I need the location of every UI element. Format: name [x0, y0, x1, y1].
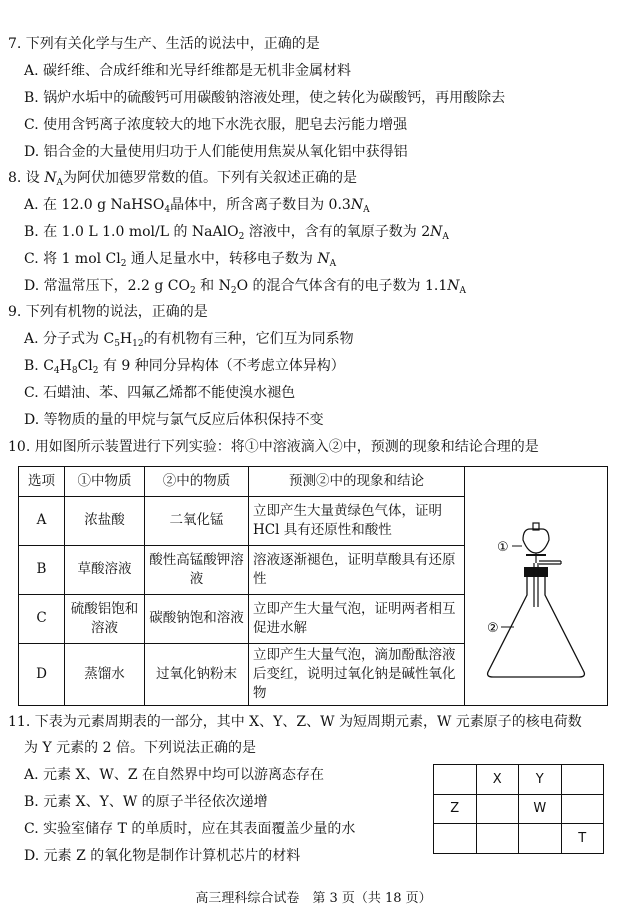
q9-option-b: B. $C_4H_8Cl_2$ 有 9 种同分异构体（不考虑立体异构） — [24, 358, 345, 376]
q8-option-a: A. 在 12.0 g NaHSO$_4$晶体中，所含离子数目为 $0.3N_A$ — [24, 197, 370, 215]
q9-option-d: D. 等物质的量的甲烷与氯气反应后体积保持不变 — [24, 412, 324, 428]
q11-stem-line-2: 为 Y 元素的 2 倍。下列说法正确的是 — [24, 740, 256, 756]
flask-diagram — [466, 467, 607, 699]
periodic-row — [434, 794, 604, 824]
periodic-cell-x: X — [476, 765, 519, 795]
row-option: D — [19, 643, 65, 705]
experiment-table — [18, 466, 608, 706]
q9-stem: 9. 下列有机物的说法，正确的是 — [8, 304, 208, 320]
periodic-cell-w: W — [519, 794, 562, 824]
row-prediction: 立即产生大量气泡，证明两者相互促进水解 — [249, 594, 465, 643]
label-2: ② — [486, 621, 499, 636]
periodic-row — [434, 765, 604, 795]
row-substance-1: 硫酸铝饱和溶液 — [65, 594, 145, 643]
row-substance-1: 草酸溶液 — [65, 545, 145, 594]
funnel-bulb — [523, 529, 549, 553]
row-substance-2: 二氧化锰 — [145, 496, 249, 545]
periodic-cell-t: T — [561, 824, 604, 854]
periodic-cell — [476, 824, 519, 854]
periodic-cell — [434, 824, 477, 854]
page-footer: 高三理科综合试卷 第 3 页（共 18 页） — [195, 891, 432, 906]
q11-stem-line-1: 11. 下表为元素周期表的一部分，其中 X、Y、Z、W 为短周期元素，W 元素原子的核电荷数 — [8, 714, 582, 730]
apparatus-figure — [465, 467, 608, 706]
q7-option-c: C. 使用含钙离子浓度较大的地下水洗衣服，肥皂去污能力增强 — [24, 117, 408, 133]
q8-stem: 8. 设 $N_A$为阿伏加德罗常数的值。下列有关叙述正确的是 — [8, 170, 358, 188]
q7-stem: 7. 下列有关化学与生产、生活的说法中，正确的是 — [8, 36, 320, 52]
row-substance-2: 碳酸钠饱和溶液 — [145, 594, 249, 643]
table-header-row — [19, 467, 608, 497]
q11-option-b: B. 元素 X、Y、W 的原子半径依次递增 — [24, 794, 268, 810]
row-substance-2: 酸性高锰酸钾溶液 — [145, 545, 249, 594]
header-substance-2: ②中的物质 — [145, 467, 249, 497]
header-option: 选项 — [19, 467, 65, 497]
periodic-cell — [476, 794, 519, 824]
label-1: ① — [496, 540, 509, 555]
q8-option-b: B. 在 1.0 L 1.0 mol/L 的 NaAlO$_2$ 溶液中，含有的氧原子数为 $2N_A$ — [24, 224, 449, 242]
periodic-table-fragment — [433, 764, 604, 854]
row-substance-1: 蒸馏水 — [65, 643, 145, 705]
row-option: A — [19, 496, 65, 545]
q8-option-d: D. 常温常压下，2.2 g $CO_2$ 和 $N_2O$ 的混合气体含有的电子数为 $1.1N_A$ — [24, 278, 466, 296]
row-prediction: 溶液逐渐褪色，证明草酸具有还原性 — [249, 545, 465, 594]
q11-option-c: C. 实验室储存 T 的单质时，应在其表面覆盖少量的水 — [24, 821, 356, 837]
q11-option-d: D. 元素 Z 的氧化物是制作计算机芯片的材料 — [24, 848, 301, 864]
q9-option-c: C. 石蜡油、苯、四氟乙烯都不能使溴水褪色 — [24, 385, 296, 401]
q8-option-c: C. 将 1 mol $Cl_2$ 通人足量水中，转移电子数为 $N_A$ — [24, 251, 337, 269]
row-option: B — [19, 545, 65, 594]
q10-stem: 10. 用如图所示装置进行下列实验：将①中溶液滴入②中，预测的现象和结论合理的是 — [8, 439, 539, 455]
periodic-cell — [561, 794, 604, 824]
periodic-cell-z: Z — [434, 794, 477, 824]
row-prediction: 立即产生大量气泡，滴加酚酞溶液后变红，说明过氧化钠是碱性氧化物 — [249, 643, 465, 705]
periodic-row — [434, 824, 604, 854]
header-prediction: 预测②中的现象和结论 — [249, 467, 465, 497]
periodic-cell — [434, 765, 477, 795]
row-substance-1: 浓盐酸 — [65, 496, 145, 545]
periodic-cell — [561, 765, 604, 795]
row-substance-2: 过氧化钠粉末 — [145, 643, 249, 705]
q7-option-b: B. 锅炉水垢中的硫酸钙可用碳酸钠溶液处理，使之转化为碳酸钙，再用酸除去 — [24, 90, 506, 106]
periodic-cell-y: Y — [519, 765, 562, 795]
periodic-cell — [519, 824, 562, 854]
rubber-stopper — [524, 567, 548, 577]
header-substance-1: ①中物质 — [65, 467, 145, 497]
q9-option-a: A. 分子式为 $C_5H_{12}$的有机物有三种，它们互为同系物 — [24, 331, 354, 349]
row-option: C — [19, 594, 65, 643]
q11-option-a: A. 元素 X、W、Z 在自然界中均可以游离态存在 — [24, 767, 324, 783]
q7-option-d: D. 铝合金的大量使用归功于人们能使用焦炭从氧化铝中获得铝 — [24, 144, 408, 160]
row-prediction: 立即产生大量黄绿色气体，证明HCl 具有还原性和酸性 — [249, 496, 465, 545]
q7-option-a: A. 碳纤维、合成纤维和光导纤维都是无机非金属材料 — [24, 63, 352, 79]
